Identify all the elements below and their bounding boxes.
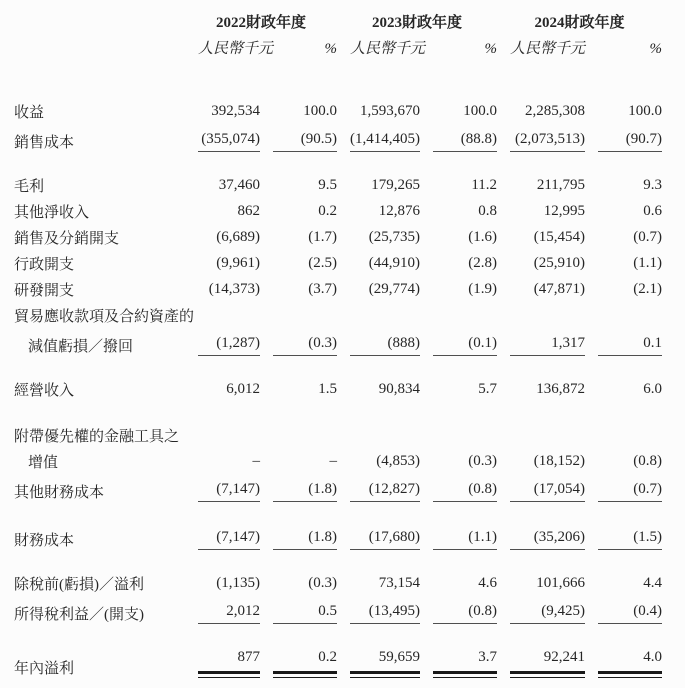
value-cell: (17,680) bbox=[337, 520, 420, 550]
value-cell: 4.6 bbox=[478, 575, 498, 591]
value-cell: 100.0 bbox=[303, 103, 338, 119]
spacer bbox=[14, 356, 662, 374]
value-cell: 59,659 bbox=[337, 644, 420, 678]
value-cell: 0.2 bbox=[260, 644, 337, 678]
value-cell: 9.3 bbox=[643, 177, 663, 193]
value-cell: 100.0 bbox=[628, 103, 663, 119]
value-cell: (90.7) bbox=[585, 122, 662, 152]
value-cell: 1,593,670 bbox=[360, 103, 421, 119]
value-cell: (14,373) bbox=[208, 281, 260, 297]
value-cell: (90.5) bbox=[260, 122, 337, 152]
row-label: 財務成本 bbox=[14, 533, 75, 549]
value-cell: 0.8 bbox=[478, 203, 498, 219]
value-cell: (0.3) bbox=[308, 575, 338, 591]
income-statement-table bbox=[14, 6, 662, 678]
value-cell: (0.8) bbox=[420, 594, 497, 624]
row-trade-receivables-impairment-line1 bbox=[14, 300, 662, 326]
row-label: 所得稅利益／(開支) bbox=[14, 607, 144, 623]
value-cell: (7,147) bbox=[185, 520, 260, 550]
value-cell: 12,876 bbox=[378, 203, 421, 219]
row-other-net-income bbox=[14, 196, 662, 222]
spacer bbox=[14, 152, 662, 170]
row-label: 收益 bbox=[14, 105, 45, 121]
value-cell: (88.8) bbox=[420, 122, 497, 152]
row-label: 減值虧損／撥回 bbox=[28, 339, 134, 355]
value-cell: 136,872 bbox=[536, 381, 586, 397]
value-cell: 0.1 bbox=[585, 326, 662, 356]
value-cell: – bbox=[252, 453, 260, 469]
spacer bbox=[14, 400, 662, 420]
corner-blank bbox=[14, 6, 185, 32]
value-cell: (2.8) bbox=[468, 255, 498, 271]
value-cell: 2,012 bbox=[185, 594, 260, 624]
value-cell: (888) bbox=[337, 326, 420, 356]
value-cell: (0.4) bbox=[585, 594, 662, 624]
double-rule bbox=[510, 671, 585, 678]
row-label: 銷售及分銷開支 bbox=[14, 231, 120, 247]
value-cell: (2.5) bbox=[308, 255, 338, 271]
row-selling-distribution-expenses bbox=[14, 222, 662, 248]
value-cell: (6,689) bbox=[216, 229, 260, 245]
value-cell: (1.9) bbox=[468, 281, 498, 297]
value-cell: (1,414,405) bbox=[337, 122, 420, 152]
value-cell: (1.8) bbox=[260, 520, 337, 550]
row-other-finance-costs bbox=[14, 472, 662, 502]
financial-statement-page bbox=[0, 6, 685, 688]
value-cell: (1,287) bbox=[185, 326, 260, 356]
value-cell: 877 bbox=[185, 644, 260, 678]
row-label: 除稅前(虧損)／溢利 bbox=[14, 577, 144, 593]
value-cell: 3.7 bbox=[420, 644, 497, 678]
row-income-tax bbox=[14, 594, 662, 624]
value-cell: 100.0 bbox=[463, 103, 498, 119]
value-cell: 392,534 bbox=[211, 103, 260, 119]
row-label: 貿易應收款項及合約資產的 bbox=[14, 309, 195, 325]
value-cell: 0.5 bbox=[260, 594, 337, 624]
double-rule bbox=[598, 671, 662, 678]
row-label: 銷售成本 bbox=[14, 135, 75, 151]
unit-header-2022: 人民幣千元 bbox=[198, 41, 274, 57]
value-cell: (9,425) bbox=[497, 594, 585, 624]
unit-header-2024: 人民幣千元 bbox=[510, 41, 586, 57]
value-cell: (0.7) bbox=[633, 229, 663, 245]
value-cell: 9.5 bbox=[318, 177, 338, 193]
row-label: 其他財務成本 bbox=[14, 485, 105, 501]
row-label: 附帶優先權的金融工具之 bbox=[14, 429, 180, 445]
spacer bbox=[14, 550, 662, 568]
value-cell: (25,910) bbox=[533, 255, 586, 271]
value-cell: 11.2 bbox=[471, 177, 498, 193]
value-cell: 92,241 bbox=[497, 644, 585, 678]
value-cell: (9,961) bbox=[216, 255, 260, 271]
value-cell: 12,995 bbox=[543, 203, 586, 219]
value-cell: (0.3) bbox=[468, 453, 498, 469]
value-cell: (13,495) bbox=[337, 594, 420, 624]
value-cell: (35,206) bbox=[497, 520, 585, 550]
row-administrative-expenses bbox=[14, 248, 662, 274]
spacer bbox=[14, 502, 662, 520]
year-header-2024: 2024財政年度 bbox=[534, 15, 625, 31]
double-rule bbox=[273, 671, 337, 678]
value-cell: (1.8) bbox=[260, 472, 337, 502]
value-cell: (0.1) bbox=[420, 326, 497, 356]
double-rule bbox=[350, 671, 420, 678]
row-label: 其他淨收入 bbox=[14, 205, 90, 221]
value-cell: (44,910) bbox=[368, 255, 421, 271]
row-label: 毛利 bbox=[14, 179, 45, 195]
row-label: 研發開支 bbox=[14, 283, 75, 299]
value-cell: (2,073,513) bbox=[497, 122, 585, 152]
value-cell: (18,152) bbox=[533, 453, 586, 469]
row-revenue bbox=[14, 96, 662, 122]
row-label: 經營收入 bbox=[14, 383, 75, 399]
spacer bbox=[14, 624, 662, 644]
value-cell: (0.3) bbox=[260, 326, 337, 356]
value-cell: 211,795 bbox=[536, 177, 586, 193]
pct-header-2024: % bbox=[649, 41, 663, 57]
value-cell: 6,012 bbox=[226, 381, 260, 397]
value-cell: 5.7 bbox=[478, 381, 498, 397]
value-cell: (1.1) bbox=[420, 520, 497, 550]
year-header-row bbox=[14, 6, 662, 32]
value-cell: 862 bbox=[237, 203, 260, 219]
value-cell: 2,285,308 bbox=[525, 103, 586, 119]
value-cell: (0.7) bbox=[585, 472, 662, 502]
row-preferred-instruments-accretion-line2 bbox=[14, 446, 662, 472]
row-label: 年內溢利 bbox=[14, 661, 75, 677]
value-cell: 1,317 bbox=[497, 326, 585, 356]
value-cell: (355,074) bbox=[185, 122, 260, 152]
unit-header-row bbox=[14, 32, 662, 58]
value-cell: 73,154 bbox=[378, 575, 421, 591]
value-cell: (15,454) bbox=[533, 229, 586, 245]
value-cell: 4.0 bbox=[585, 644, 662, 678]
unit-header-2023: 人民幣千元 bbox=[350, 41, 426, 57]
row-finance-costs bbox=[14, 520, 662, 550]
value-cell: (1,135) bbox=[216, 575, 260, 591]
year-header-2023: 2023財政年度 bbox=[372, 15, 463, 31]
value-cell: 0.6 bbox=[643, 203, 663, 219]
value-cell: (47,871) bbox=[533, 281, 586, 297]
value-cell: 90,834 bbox=[378, 381, 421, 397]
row-preferred-instruments-accretion-line1 bbox=[14, 420, 662, 446]
pct-header-2023: % bbox=[484, 41, 498, 57]
double-rule bbox=[433, 671, 497, 678]
value-cell: 101,666 bbox=[536, 575, 586, 591]
row-label: 增值 bbox=[28, 455, 59, 471]
spacer bbox=[14, 58, 662, 96]
row-profit-before-tax bbox=[14, 568, 662, 594]
value-cell: (3.7) bbox=[308, 281, 338, 297]
value-cell: 0.2 bbox=[318, 203, 338, 219]
row-label: 行政開支 bbox=[14, 257, 75, 273]
year-header-2022: 2022財政年度 bbox=[216, 15, 307, 31]
value-cell: 6.0 bbox=[643, 381, 663, 397]
value-cell: (4,853) bbox=[376, 453, 421, 469]
value-cell: 4.4 bbox=[643, 575, 663, 591]
value-cell: (1.5) bbox=[585, 520, 662, 550]
value-cell: 1.5 bbox=[318, 381, 338, 397]
value-cell: (0.8) bbox=[633, 453, 663, 469]
value-cell: 37,460 bbox=[218, 177, 260, 193]
value-cell: (17,054) bbox=[497, 472, 585, 502]
value-cell: 179,265 bbox=[371, 177, 421, 193]
value-cell: (29,774) bbox=[368, 281, 421, 297]
row-rd-expenses bbox=[14, 274, 662, 300]
row-gross-profit bbox=[14, 170, 662, 196]
value-cell: (1.7) bbox=[308, 229, 338, 245]
value-cell: (12,827) bbox=[337, 472, 420, 502]
value-cell: (1.6) bbox=[468, 229, 498, 245]
row-profit-for-year bbox=[14, 644, 662, 678]
pct-header-2022: % bbox=[324, 41, 338, 57]
value-cell: (0.8) bbox=[420, 472, 497, 502]
row-cost-of-sales bbox=[14, 122, 662, 152]
value-cell: – bbox=[329, 453, 338, 469]
value-cell: (1.1) bbox=[633, 255, 663, 271]
corner-blank bbox=[14, 32, 185, 58]
double-rule bbox=[198, 671, 260, 678]
value-cell: (25,735) bbox=[368, 229, 421, 245]
value-cell: (7,147) bbox=[185, 472, 260, 502]
row-operating-income bbox=[14, 374, 662, 400]
value-cell: (2.1) bbox=[633, 281, 663, 297]
row-trade-receivables-impairment-line2 bbox=[14, 326, 662, 356]
